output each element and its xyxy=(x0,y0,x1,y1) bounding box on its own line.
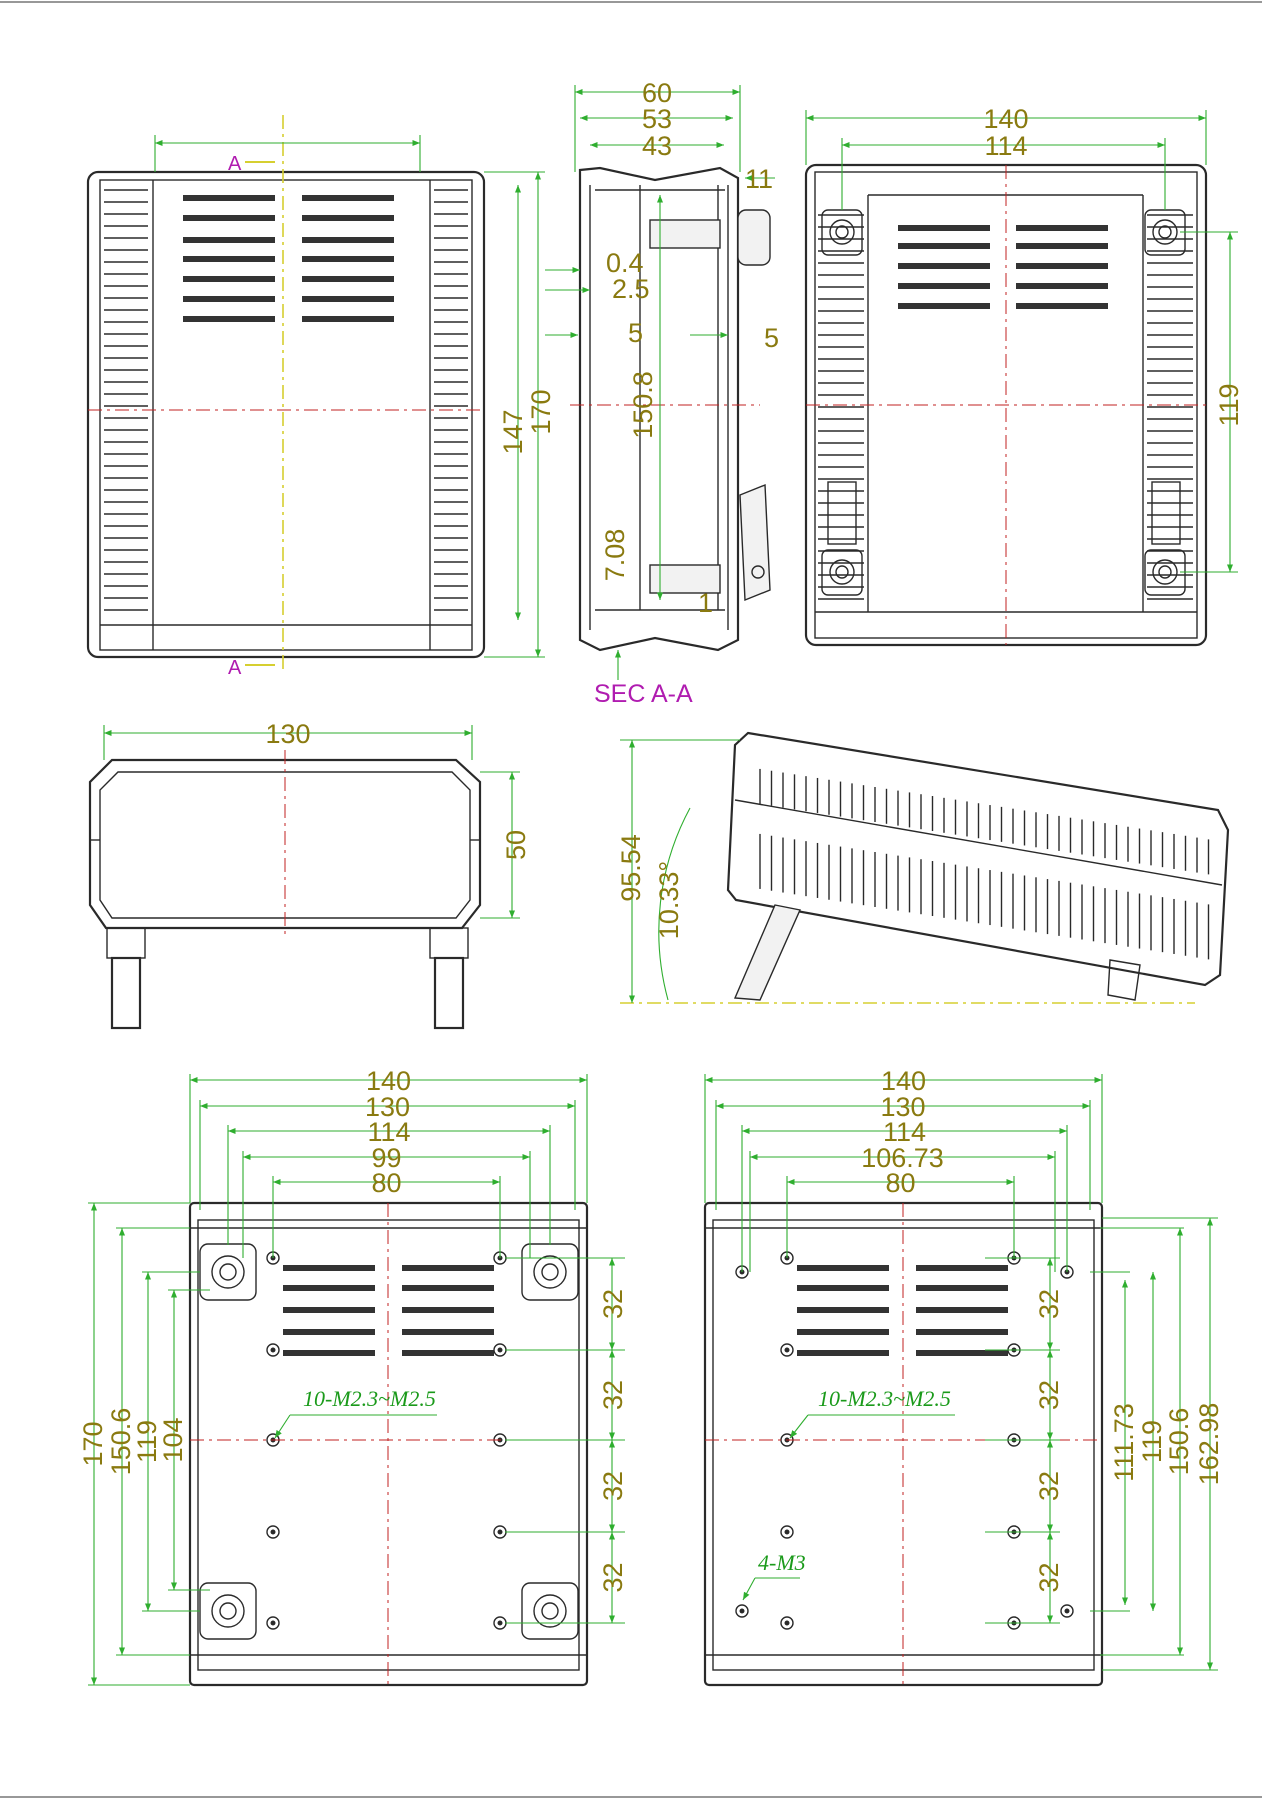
dim-rear-119: 119 xyxy=(1214,383,1244,427)
rear-boss-tr xyxy=(1145,210,1185,255)
vent-slot xyxy=(183,296,275,302)
dim-bl-104: 104 xyxy=(158,1417,188,1463)
dim-bl-130: 130 xyxy=(364,1092,411,1122)
screw-hole-center xyxy=(1065,1609,1070,1614)
dim-rail-11: 11 xyxy=(745,164,774,194)
dim-bl-pitch: 32 xyxy=(598,1470,628,1502)
dim-br-pitch: 32 xyxy=(1034,1562,1064,1593)
vent-slot xyxy=(183,215,275,221)
section-title: SEC A-A xyxy=(594,680,693,708)
note-feet-right: 4-M3 xyxy=(758,1550,806,1575)
foot-ring xyxy=(212,1595,244,1627)
vent-slot xyxy=(898,243,990,249)
dim-br-111-73: 111.73 xyxy=(1109,1403,1139,1482)
dim-br-pitch: 32 xyxy=(1034,1470,1064,1502)
dim-height-170: 170 xyxy=(526,389,556,435)
vent-slot xyxy=(302,195,394,201)
vent-slot xyxy=(1016,243,1108,249)
dim-bl-114: 114 xyxy=(367,1117,411,1147)
rear-view xyxy=(806,104,1244,645)
dim-end-130: 130 xyxy=(265,719,311,749)
foot-pad xyxy=(522,1583,578,1639)
screw-hole-center xyxy=(498,1621,503,1626)
dim-bl-140: 140 xyxy=(365,1066,412,1096)
dim-gap-5-right: 5 xyxy=(764,323,780,353)
vent-slot xyxy=(898,225,990,231)
screw-hole-center xyxy=(271,1348,276,1353)
dim-gap-5-left: 5 xyxy=(628,318,644,348)
vent-slot xyxy=(916,1329,1008,1335)
vent-slot xyxy=(916,1307,1008,1313)
dim-bl-pitch: 32 xyxy=(598,1379,628,1411)
vent-slot xyxy=(1016,225,1108,231)
vent-slot xyxy=(183,195,275,201)
bottom-right-height-dims xyxy=(985,1218,1224,1670)
note-holes-left: 10-M2.3~M2.5 xyxy=(303,1386,436,1411)
dim-bl-pitch: 32 xyxy=(598,1288,628,1320)
front-ribs-left xyxy=(104,190,148,610)
front-ribs-right xyxy=(434,190,468,610)
note-holes-right: 10-M2.3~M2.5 xyxy=(818,1386,951,1411)
dim-br-162-98: 162.98 xyxy=(1194,1402,1224,1486)
dim-br-pitch: 32 xyxy=(1034,1288,1064,1320)
vent-slot xyxy=(283,1307,375,1313)
bottom-left-width-dims xyxy=(190,1066,587,1258)
foot-pad xyxy=(200,1244,256,1300)
dim-end-50: 50 xyxy=(501,829,531,861)
bottom-left-feet xyxy=(200,1244,578,1639)
screw-hole-center xyxy=(498,1530,503,1535)
dim-section-53: 53 xyxy=(641,104,673,134)
vent-slot xyxy=(283,1285,375,1291)
dim-br-80: 80 xyxy=(885,1168,916,1198)
vent-slot xyxy=(283,1350,375,1356)
vent-slot xyxy=(183,316,275,322)
rear-vent-slots xyxy=(898,225,1108,309)
dim-br-114: 114 xyxy=(882,1117,927,1147)
vent-slot xyxy=(898,283,990,289)
screw-hole-center xyxy=(498,1348,503,1353)
vent-slot xyxy=(402,1329,494,1335)
foot-ring xyxy=(534,1595,566,1627)
section-marker-top: A xyxy=(228,153,242,175)
end-view xyxy=(90,719,531,1028)
vent-slot xyxy=(797,1285,889,1291)
dim-bl-150-6: 150.6 xyxy=(106,1407,136,1476)
rear-boss-tl xyxy=(822,210,862,255)
dim-bl-80: 80 xyxy=(371,1168,402,1198)
vent-slot xyxy=(1016,303,1108,309)
dim-bl-99: 99 xyxy=(371,1143,402,1173)
vent-slot xyxy=(283,1265,375,1271)
vent-slot xyxy=(402,1307,494,1313)
dim-tilt-95-54: 95.54 xyxy=(616,834,646,902)
foot-core xyxy=(542,1264,558,1280)
side-tilt-view xyxy=(616,733,1228,1003)
rear-boss-br xyxy=(1145,550,1185,595)
rear-ribs-right xyxy=(1147,215,1193,599)
dim-rear-114: 114 xyxy=(984,131,1028,161)
dim-wall-2-5: 2.5 xyxy=(612,274,650,304)
vent-slot xyxy=(283,1329,375,1335)
dim-section-43: 43 xyxy=(641,131,673,161)
screw-hole-center xyxy=(271,1530,276,1535)
foot-ring xyxy=(212,1256,244,1288)
vent-slot xyxy=(898,263,990,269)
screw-hole-center xyxy=(740,1609,745,1614)
dim-br-106-73: 106.73 xyxy=(861,1143,944,1173)
vent-slot xyxy=(402,1265,494,1271)
vent-slot xyxy=(302,316,394,322)
vent-slot xyxy=(302,256,394,262)
vent-slot xyxy=(916,1265,1008,1271)
bottom-view-left xyxy=(78,1066,628,1685)
bottom-view-right xyxy=(705,1066,1224,1685)
vent-slot xyxy=(183,276,275,282)
dim-foot-7-08: 7.08 xyxy=(600,528,630,582)
vent-slot xyxy=(797,1329,889,1335)
vent-slot xyxy=(183,256,275,262)
bottom-left-height-dims xyxy=(78,1203,628,1685)
dim-base-1: 1 xyxy=(698,588,714,618)
dim-section-60: 60 xyxy=(641,78,673,108)
screw-hole-center xyxy=(785,1621,790,1626)
vent-slot xyxy=(402,1350,494,1356)
vent-slot xyxy=(916,1285,1008,1291)
vent-slot xyxy=(916,1350,1008,1356)
vent-slot xyxy=(1016,263,1108,269)
rear-ribs-left xyxy=(818,215,864,599)
dim-inner-150-8: 150.8 xyxy=(628,371,658,439)
vent-slot xyxy=(302,237,394,243)
vent-slot xyxy=(183,237,275,243)
dim-br-119: 119 xyxy=(1137,1419,1167,1464)
foot-pad xyxy=(200,1583,256,1639)
front-view xyxy=(88,115,556,679)
dim-rear-140: 140 xyxy=(983,104,1029,134)
dim-br-130: 130 xyxy=(880,1092,926,1122)
dim-bl-pitch: 32 xyxy=(598,1562,628,1593)
dim-br-140: 140 xyxy=(880,1066,927,1096)
dim-bl-170: 170 xyxy=(78,1421,108,1467)
front-vent-slots xyxy=(183,195,394,322)
dim-br-pitch: 32 xyxy=(1034,1379,1064,1411)
foot-core xyxy=(220,1603,236,1619)
vent-slot xyxy=(898,303,990,309)
dim-wall-0-4: 0.4 xyxy=(606,248,644,278)
screw-hole-center xyxy=(785,1348,790,1353)
vent-slot xyxy=(302,215,394,221)
vent-slot xyxy=(797,1307,889,1313)
section-view xyxy=(545,78,779,708)
screw-hole-center xyxy=(271,1621,276,1626)
section-marker-bottom: A xyxy=(228,657,242,679)
rear-boss-bl xyxy=(822,550,862,595)
foot-core xyxy=(220,1264,236,1280)
vent-slot xyxy=(1016,283,1108,289)
dim-height-147: 147 xyxy=(498,409,528,455)
vent-slot xyxy=(402,1285,494,1291)
dim-br-150-6: 150.6 xyxy=(1164,1407,1194,1476)
vent-slot xyxy=(302,276,394,282)
screw-hole-center xyxy=(785,1530,790,1535)
vent-slot xyxy=(302,296,394,302)
foot-ring xyxy=(534,1256,566,1288)
vent-slot xyxy=(797,1265,889,1271)
dim-bl-119: 119 xyxy=(132,1419,162,1464)
vent-slot xyxy=(797,1350,889,1356)
foot-core xyxy=(542,1603,558,1619)
dim-tilt-angle: 10.33° xyxy=(654,860,684,940)
